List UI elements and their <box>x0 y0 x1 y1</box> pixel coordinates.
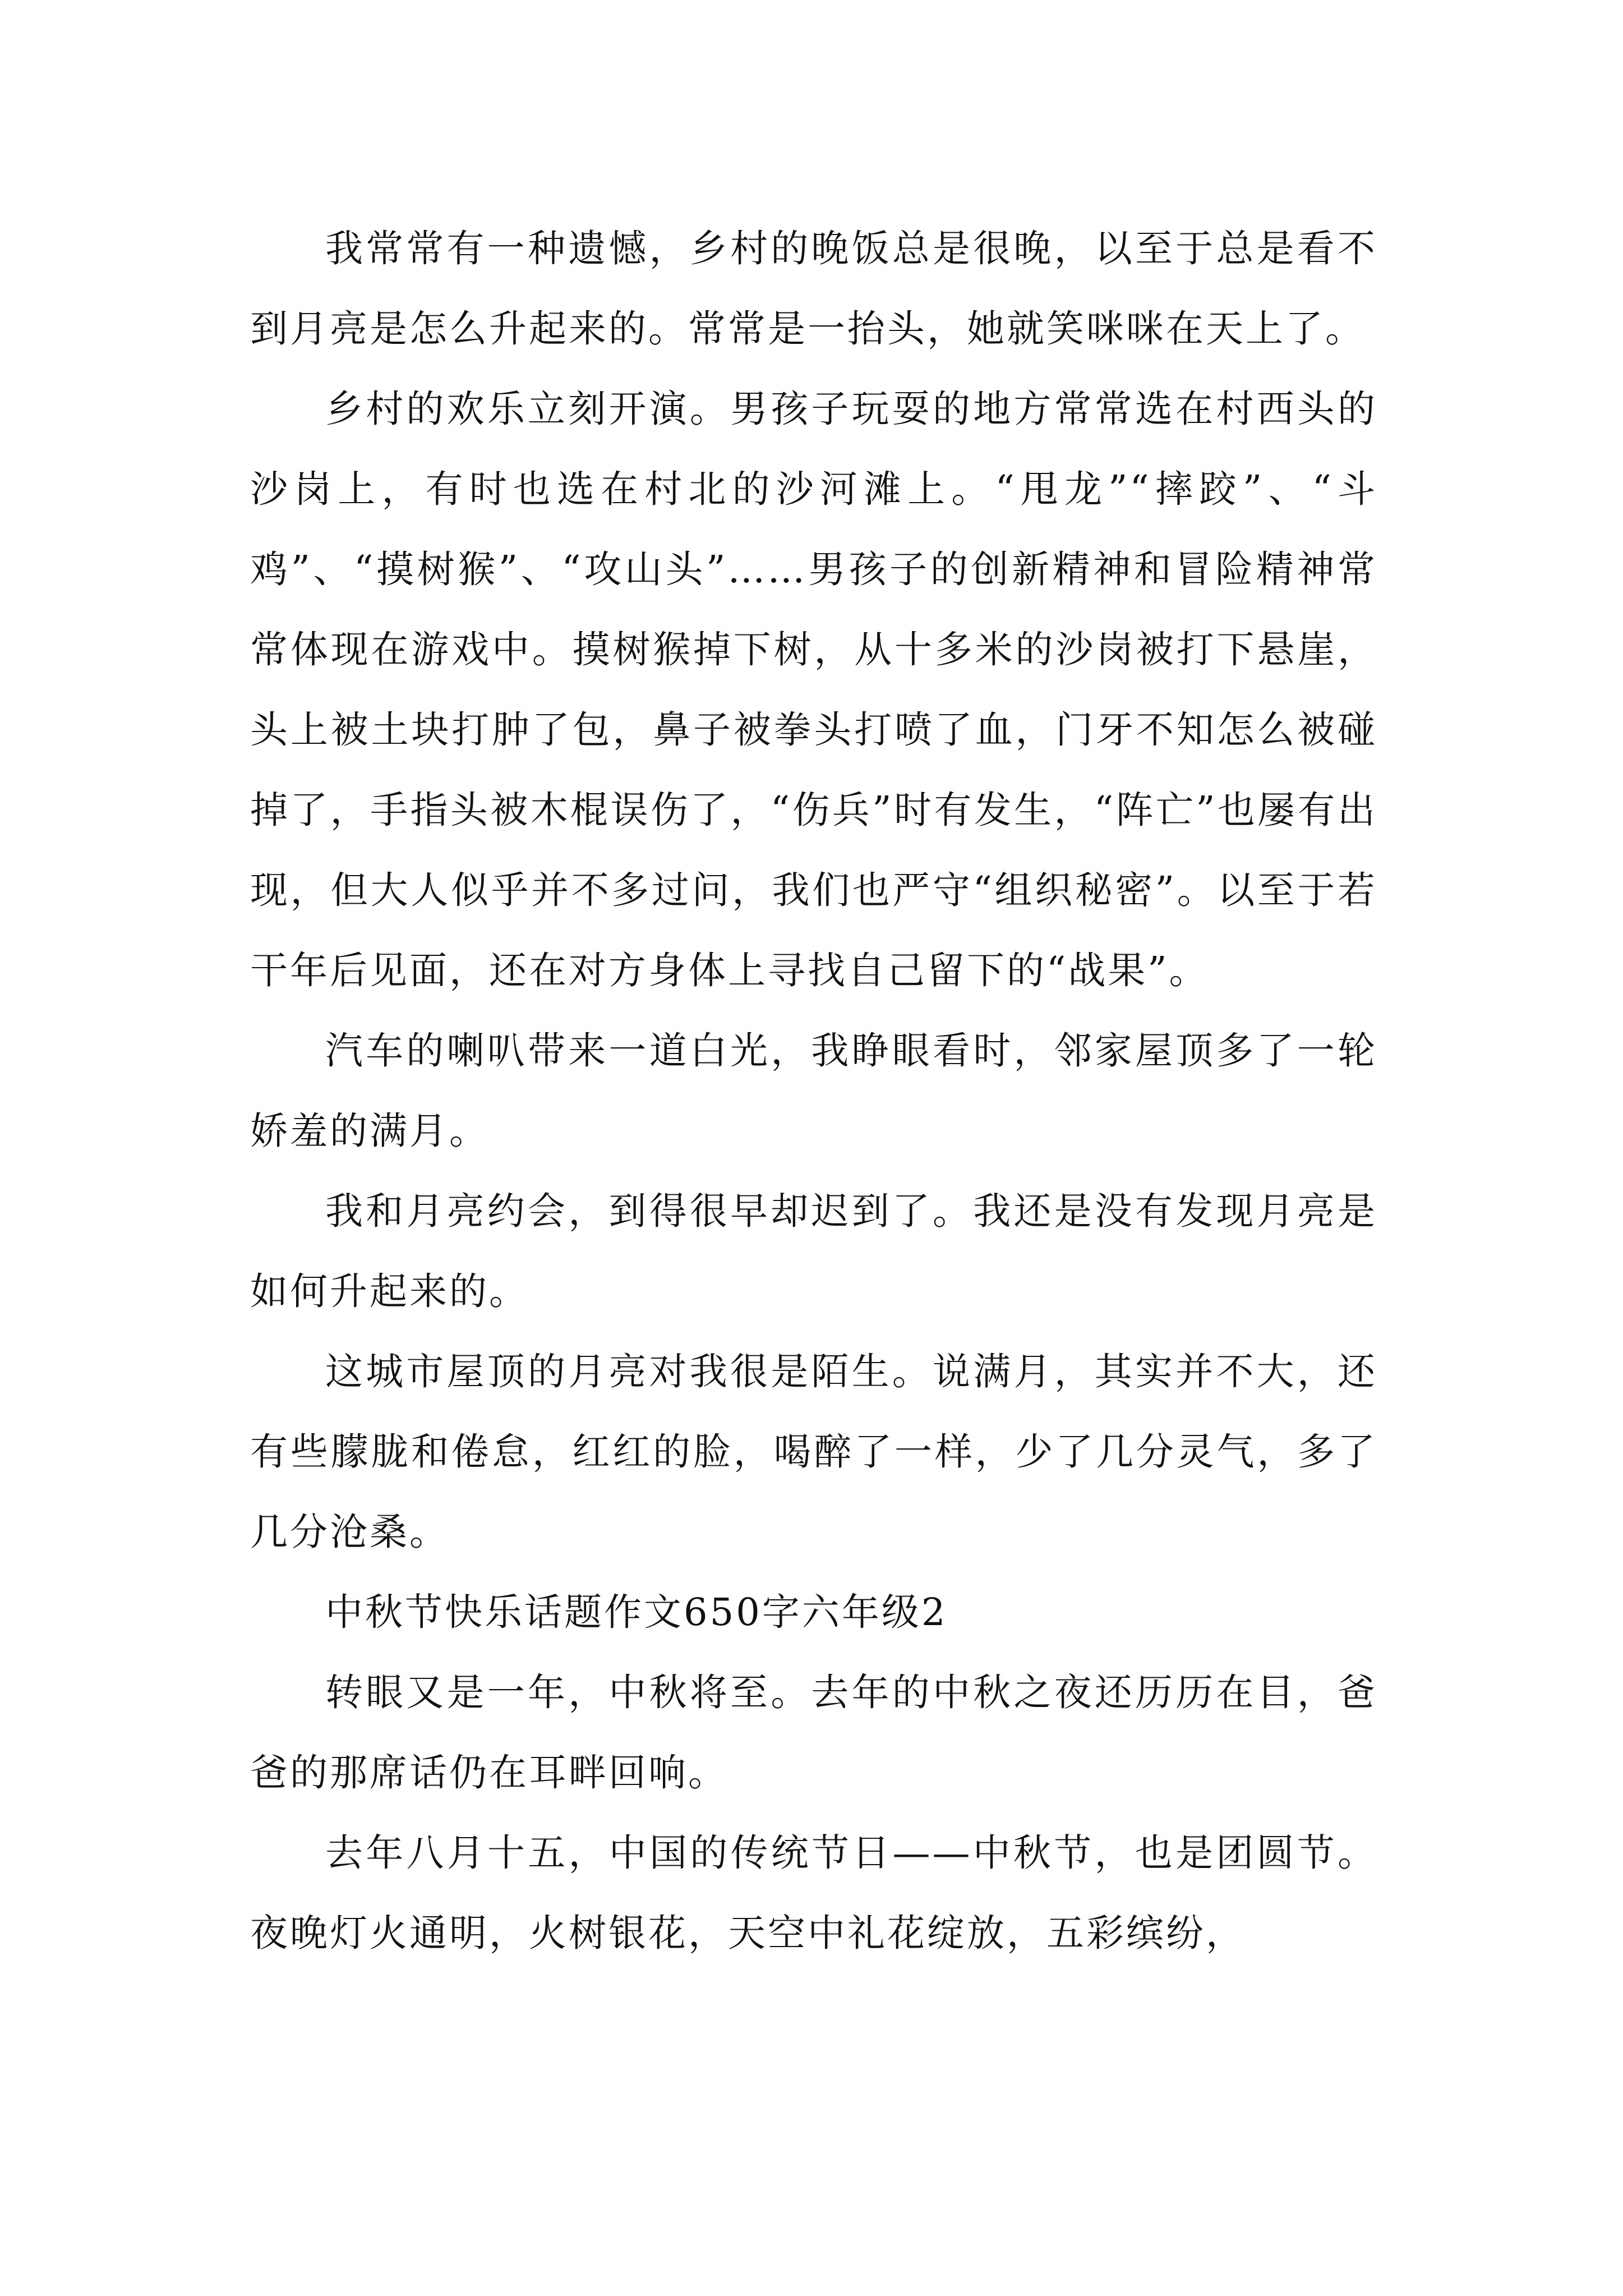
paragraph: 汽车的喇叭带来一道白光，我睁眼看时，邻家屋顶多了一轮娇羞的满月。 <box>250 1029 1377 1153</box>
paragraph: 这城市屋顶的月亮对我很是陌生。说满月，其实并不大，还有些朦胧和倦怠，红红的脸，喝醉了一样，少了几分灵气，多了几分沧桑。 <box>250 1350 1377 1554</box>
paragraph: 我和月亮约会，到得很早却迟到了。我还是没有发现月亮是如何升起来的。 <box>250 1189 1377 1313</box>
section-heading: 中秋节快乐话题作文650字六年级2 <box>325 1590 948 1634</box>
paragraph: 我常常有一种遗憾，乡村的晚饭总是很晚，以至于总是看不到月亮是怎么升起来的。常常是一抬头，她就笑咪咪在天上了。 <box>250 227 1377 351</box>
paragraph: 乡村的欢乐立刻开演。男孩子玩耍的地方常常选在村西头的沙岗上，有时也选在村北的沙河滩上。“甩龙”“摔跤”、“斗鸡”、“摸树猴”、“攻山头”……男孩子的创新精神和冒险精神常常体现在游戏中。摸树猴掉下树，从十多米的沙岗被打下悬崖，头上被土块打肿了包，鼻子被拳头打喷了血，门牙不知怎么被碰掉了，手指头被木棍误伤了，“伤兵”时有发生，“阵亡”也屡有出现，但大人似乎并不多过问，我们也严守“组织秘密”。以至于若干年后见面，还在对方身体上寻找自己留下的“战果”。 <box>250 387 1377 992</box>
document-body <box>250 209 1377 1973</box>
paragraph: 转眼又是一年，中秋将至。去年的中秋之夜还历历在目，爸爸的那席话仍在耳畔回响。 <box>250 1671 1377 1795</box>
paragraph: 去年八月十五，中国的传统节日——中秋节，也是团圆节。夜晚灯火通明，火树银花，天空中礼花绽放，五彩缤纷， <box>250 1831 1377 1955</box>
